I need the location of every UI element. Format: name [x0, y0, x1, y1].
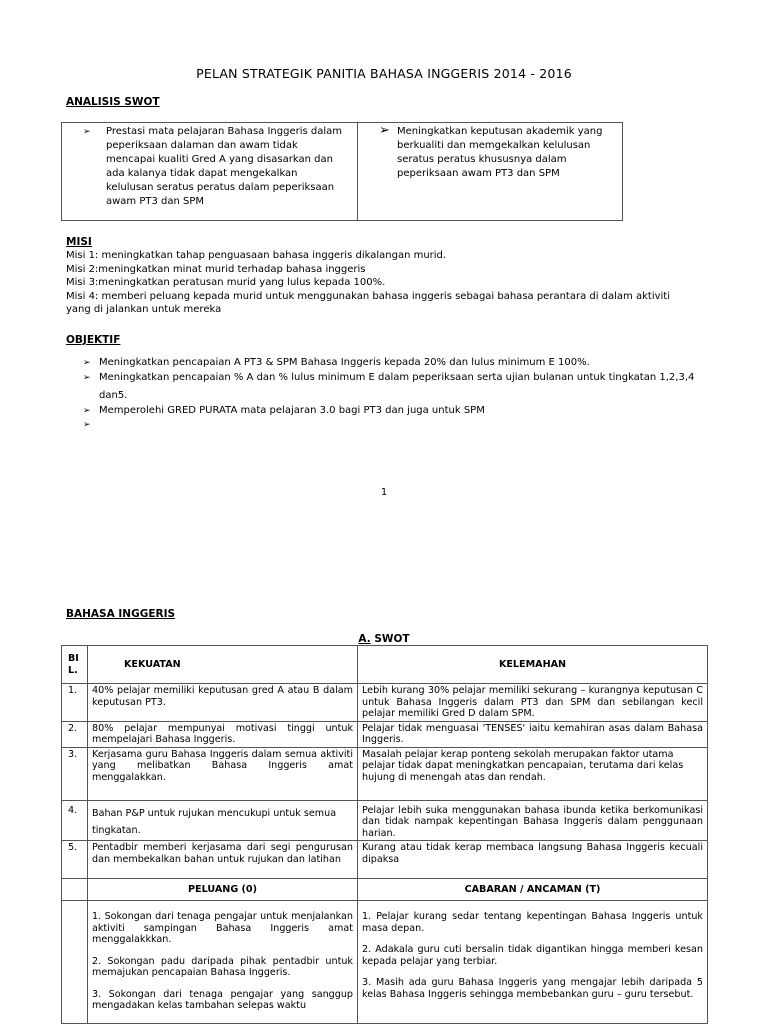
table-title-prefix: A. — [358, 633, 371, 645]
row-empty-cell — [62, 901, 88, 1024]
row-number: 3. — [62, 747, 88, 800]
kekuatan-cell: Kerjasama guru Bahasa Inggeris dalam semua aktiviti yang melibatkan Bahasa Inggeris amat menggalakkan. — [88, 747, 358, 800]
cabaran-cell — [358, 901, 708, 1024]
header-kelemahan: KELEMAHAN — [358, 646, 708, 684]
cabaran-item: 3. Masih ada guru Bahasa Inggeris yang mengajar lebih daripada 5 kelas Bahasa Inggeris sehingga membebankan guru – guru tersebut. — [362, 977, 703, 1000]
kelemahan-cell: Lebih kurang 30% pelajar memiliki sekurang – kurangnya keputusan C untuk Bahasa Inggeris dalam PT3 dan SPM dan sebilangan kecil pelajar memiliki Gred D dalam SPM. — [358, 684, 708, 722]
table-row — [62, 800, 708, 841]
table-header-row — [62, 646, 708, 684]
objektif-heading: OBJEKTIF — [66, 334, 121, 346]
header-cabaran: CABARAN / ANCAMAN (T) — [358, 879, 708, 901]
swot-left-line: kelulusan seratus peratus dalam peperiksaan — [106, 182, 335, 193]
swot-box-divider — [357, 123, 358, 220]
objektif-item-text: Meningkatkan pencapaian % A dan % lulus minimum E dalam peperiksaan serta ujian bulanan untuk tingkatan 1,2,3,4 — [99, 371, 695, 383]
swot-left-line: Prestasi mata pelajaran Bahasa Inggeris dalam — [106, 126, 342, 137]
misi-line: Misi 2:meningkatkan minat murid terhadap bahasa inggeris — [66, 263, 366, 275]
header2-empty-cell — [62, 879, 88, 901]
page-number: 1 — [380, 487, 388, 498]
arrow-bullet-icon: ➢ — [379, 123, 390, 138]
kelemahan-cell: Masalah pelajar kerap ponteng sekolah merupakan faktor utama pelajar tidak dapat meningkatkan pencapaian, terutama dari kelas hujung di menengah atas dan rendah. — [358, 747, 708, 800]
cabaran-item: 2. Adakala guru cuti bersalin tidak digantikan hingga memberi kesan kepada pelajar yang terbiar. — [362, 944, 703, 967]
arrow-bullet-icon: ➢ — [83, 420, 91, 430]
peluang-cell — [88, 901, 358, 1024]
table-header-row-2 — [62, 879, 708, 901]
kelemahan-cell: Pelajar tidak menguasai 'TENSES' iaitu kemahiran asas dalam Bahasa Inggeris. — [358, 721, 708, 747]
header-peluang: PELUANG (0) — [88, 879, 358, 901]
swot-right-line: berkualiti dan memgekalkan kelulusan — [397, 140, 591, 151]
table-title — [0, 633, 768, 645]
peluang-item: 3. Sokongan dari tenaga pengajar yang sanggup mengadakan kelas tambahan selepas waktu — [92, 988, 353, 1011]
objektif-item — [83, 404, 723, 419]
kekuatan-cell: Bahan P&P untuk rujukan mencukupi untuk semua tingkatan. — [88, 800, 358, 841]
kekuatan-cell: Pentadbir memberi kerjasama dari segi pengurusan dan membekalkan bahan untuk rujukan dan latihan — [88, 841, 358, 879]
header-kekuatan: KEKUATAN — [88, 646, 358, 684]
table-row-peluang-cabaran — [62, 901, 708, 1024]
kekuatan-cell: 80% pelajar mempunyai motivasi tinggi untuk mempelajari Bahasa Inggeris. — [88, 721, 358, 747]
kelemahan-cell: Kurang atau tidak kerap membaca langsung Bahasa Inggeris kecuali dipaksa — [358, 841, 708, 879]
misi-list — [66, 249, 716, 317]
swot-right-line: Meningkatkan keputusan akademik yang — [397, 126, 603, 137]
objektif-list — [83, 356, 723, 430]
arrow-bullet-icon: ➢ — [83, 405, 91, 416]
document-title: PELAN STRATEGIK PANITIA BAHASA INGGERIS 2014 - 2016 — [196, 66, 572, 81]
table-row — [62, 721, 708, 747]
objektif-item-continuation — [83, 389, 723, 404]
row-number: 1. — [62, 684, 88, 722]
row-number: 2. — [62, 721, 88, 747]
kekuatan-cell: 40% pelajar memiliki keputusan gred A atau B dalam keputusan PT3. — [88, 684, 358, 722]
misi-line: Misi 1: meningkatkan tahap penguasaan bahasa inggeris dikalangan murid. — [66, 250, 447, 261]
table-title-text: SWOT — [370, 633, 410, 645]
row-number: 5. — [62, 841, 88, 879]
analisis-swot-heading: ANALISIS SWOT — [66, 96, 160, 108]
objektif-item — [83, 356, 723, 371]
kelemahan-cell: Pelajar lebih suka menggunakan bahasa ibunda ketika berkomunikasi dan tidak nampak kepentingan Bahasa Inggeris dalam penggunaan harian. — [358, 800, 708, 841]
misi-heading: MISI — [66, 236, 92, 248]
arrow-bullet-icon: ➢ — [83, 358, 91, 368]
header-bil: BI L. — [62, 646, 88, 684]
peluang-item: 1. Sokongan dari tenaga pengajar untuk menjalankan aktiviti sampingan Bahasa Inggeris amat menggalakkkan. — [92, 911, 353, 945]
swot-right-text — [397, 125, 602, 181]
peluang-item: 2. Sokongan padu daripada pihak pentadbir untuk memajukan pencapaian Bahasa Inggeris. — [92, 955, 353, 978]
objektif-item-text: Memperolehi GRED PURATA mata pelajaran 3.0 bagi PT3 dan juga untuk SPM — [99, 404, 485, 416]
objektif-item-text: Meningkatkan pencapaian A PT3 & SPM Bahasa Inggeris kepada 20% dan lulus minimum E 100%. — [99, 357, 590, 368]
table-row — [62, 684, 708, 722]
table-row — [62, 841, 708, 879]
cabaran-item: 1. Pelajar kurang sedar tentang kepentingan Bahasa Inggeris untuk masa depan. — [362, 911, 703, 934]
swot-left-line: awam PT3 dan SPM — [106, 196, 205, 207]
section-heading-bahasa-inggeris: BAHASA INGGERIS — [66, 608, 176, 620]
misi-line: Misi 3:meningkatkan peratusan murid yang lulus kepada 100%. — [66, 277, 386, 288]
swot-left-line: ada kalanya tidak dapat mengekalkan — [106, 168, 298, 179]
table-row — [62, 747, 708, 800]
objektif-item-text: dan5. — [99, 390, 128, 401]
arrow-bullet-icon: ➢ — [83, 372, 91, 383]
misi-line: Misi 4: memberi peluang kepada murid untuk menggunakan bahasa inggeris sebagai bahasa perantara di dalam aktiviti — [66, 290, 670, 302]
swot-summary-box — [61, 122, 623, 221]
row-number: 4. — [62, 800, 88, 841]
swot-right-line: seratus peratus khususnya dalam — [397, 154, 567, 165]
swot-left-line: peperiksaan dalaman dan awam tidak — [106, 140, 298, 151]
swot-right-line: peperiksaan awam PT3 dan SPM — [397, 168, 560, 179]
misi-line: yang di jalankan untuk mereka — [66, 304, 222, 315]
swot-table — [61, 645, 708, 1024]
swot-left-text — [106, 125, 342, 209]
swot-left-line: mencapai kualiti Gred A yang disasarkan dan — [106, 154, 333, 165]
arrow-bullet-icon: ➢ — [83, 127, 91, 137]
objektif-item — [83, 371, 723, 386]
